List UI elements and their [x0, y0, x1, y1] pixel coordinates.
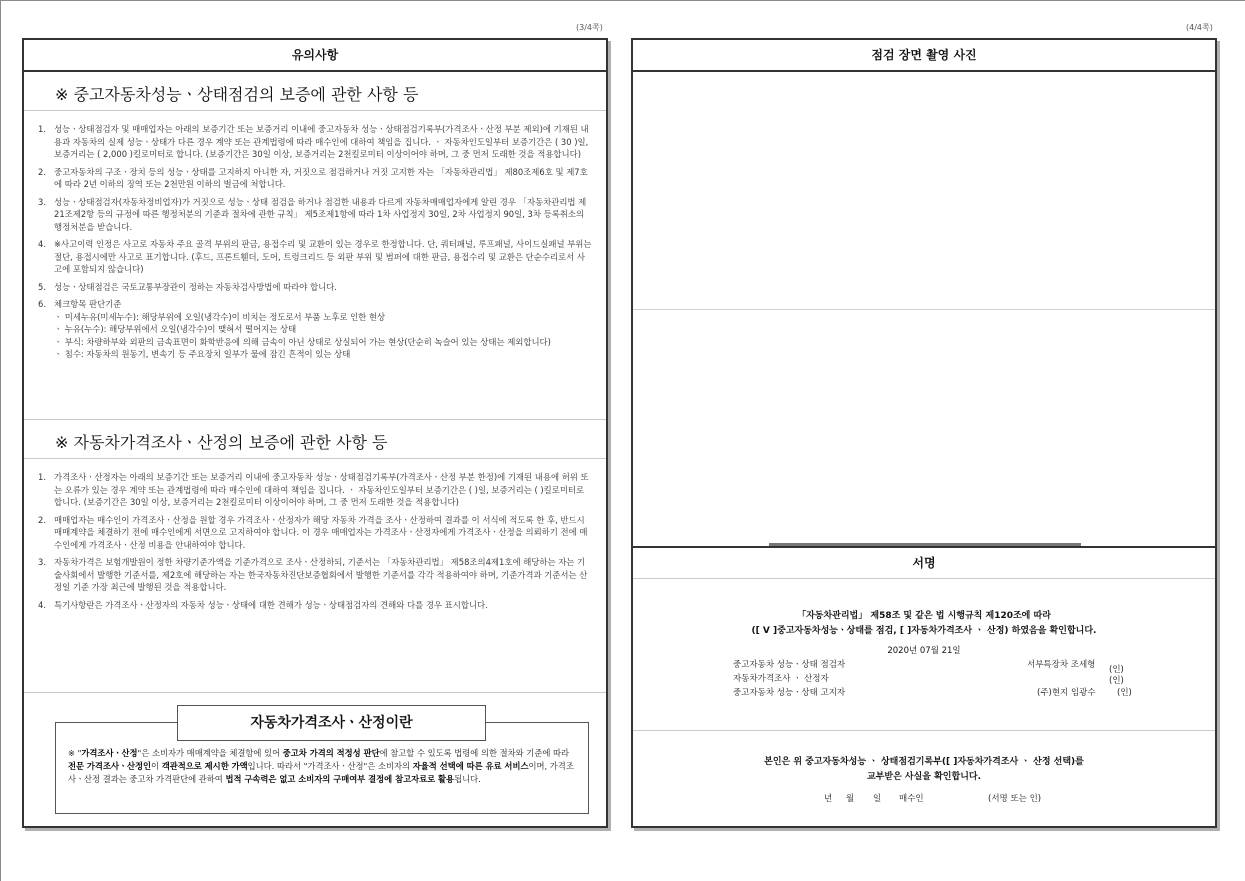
item-text: 가격조사ㆍ산정자는 아래의 보증기간 또는 보증거리 이내에 중고자동차 성능ㆍ상태점검기록부(가격조사ㆍ산정 부분 한정)에 기재된 내용에 허위 또는 오류가 있는 경우 계약 또는 관계법령에 따라 매수인에 대하여 책임을 집니다. ㆍ 자동차인도일부터 보증기간은 ( )일, 보증거리는 ( )킬로미터로 합니다. (보증기간은 30일 이상, 보증거리는 2천킬로미터 이상이어야 하며, 그 중 먼저 도래한 것을 적용합니다) — [54, 472, 589, 507]
section1-item-2 — [24, 166, 606, 191]
item-text: 매매업자는 매수인이 가격조사ㆍ산정을 원할 경우 가격조사ㆍ산정자가 해당 자동차 가격을 조사ㆍ산정하여 결과를 이 서식에 적도록 한 후, 반드시 매매계약을 체결하기 전에 매수인에게 서면으로 고지하여야 합니다. 이 경우 매매업자는 가격조사ㆍ산정자에게 가격조사ㆍ산정을 의뢰하기 전에 매수인에게 가격조사ㆍ산정 비용을 안내하여야 합니다. — [54, 514, 588, 550]
section2-item-4 — [24, 599, 606, 612]
note-emphasis: 자율적 선택에 따른 유료 서비스 — [412, 761, 529, 771]
price-info-note — [68, 747, 578, 786]
section1-item-1 — [24, 123, 606, 161]
note-emphasis: 전문 가격조사ㆍ산정인 — [68, 761, 152, 771]
criteria-list — [54, 311, 592, 361]
item-number: 1. — [38, 124, 46, 134]
signer-name-3: (주)현지 임광수 — [1037, 688, 1096, 698]
criteria-item: ㆍ 부식: 차량하부와 외판의 금속표면이 화학반응에 의해 금속이 아닌 상태로 상실되어 가는 현상(단순히 녹슬어 있는 상태는 제외합니다) — [54, 336, 551, 347]
section-divider — [24, 692, 606, 693]
note-text: 에 참고할 수 있도록 법령에 의한 절차와 기준에 따라 — [379, 748, 570, 758]
note-emphasis: 가격조사ㆍ산정 — [81, 748, 138, 758]
note-text: ※ " — [68, 748, 82, 758]
item-number: 2. — [38, 514, 46, 525]
signer-seal-1: (인) — [1109, 665, 1124, 675]
receipt-divider — [633, 730, 1215, 731]
criteria-item: ㆍ 침수: 자동차의 원동기, 변속기 등 주요장치 일부가 물에 잠긴 흔적이 있는 상태 — [54, 349, 351, 359]
receipt-line2: 교부받은 사실을 확인합니다. — [866, 772, 981, 782]
item-number: 2. — [38, 166, 46, 177]
section1-title: ※ 중고자동차성능ㆍ상태점검의 보증에 관한 사항 등 — [24, 72, 606, 111]
photo-divider — [633, 309, 1215, 310]
receipt-line1: 본인은 위 중고자동차성능 ㆍ 상태점검기록부([ ]자동차가격조사 ㆍ 산정 선택)를 — [764, 757, 1084, 767]
receipt-year: 년 — [824, 794, 833, 804]
signer-role-3: 중고자동차 성능ㆍ상태 고지자 — [733, 688, 846, 698]
section1-item-5 — [24, 281, 606, 294]
section1-item-6 — [24, 298, 606, 361]
section2-item-1 — [24, 471, 606, 509]
photo-area — [633, 72, 1215, 546]
right-page — [631, 38, 1217, 828]
sign-header: 서명 — [633, 548, 1215, 579]
statement-line1: 「자동차관리법」 제58조 및 같은 법 시행규칙 제120조에 따라 — [797, 611, 1051, 621]
item-text: 자동차가격은 보험개발원이 정한 차량기준가액을 기준가격으로 조사ㆍ산정하되, 기준서는 「자동차관리법」 제58조의4제1호에 해당하는 자는 기술사회에서 발행한 기준서를, 제2호에 해당하는 자는 한국자동차진단보증협회에서 발행한 기준서를 각각 적용하여야 하며, 기준가격과 기준서는 산정일 기준 가장 최근에 발행된 것을 적용합니다. — [54, 557, 588, 592]
note-emphasis: 중고차 가격의 적정성 판단 — [282, 748, 380, 758]
right-page-number: (4/4쪽) — [1186, 23, 1213, 32]
item-text: 체크항목 판단기준 — [54, 299, 122, 309]
note-emphasis: 객관적으로 제시한 가액 — [161, 761, 248, 771]
section1-item-4 — [24, 238, 606, 276]
receipt-day: 일 — [873, 794, 882, 804]
signer-seal-2: (인) — [1109, 676, 1124, 686]
signer-seal-3: (인) — [1117, 688, 1132, 698]
note-text: 이며, 가격조사ㆍ산정 결과는 중고차 가격판단에 관하여 — [68, 761, 574, 784]
sign-date: 2020년 07월 21일 — [887, 646, 961, 656]
receipt-month: 월 — [846, 794, 855, 804]
criteria-item: ㆍ 미세누유(미세누수): 해당부위에 오일(냉각수)이 비치는 정도로서 부품 노후로 인한 현상 — [54, 311, 386, 322]
statement-line2: ([ V ]중고자동차성능ㆍ상태를 점검, [ ]자동차가격조사 ㆍ 산정) 하였음을 확인합니다. — [751, 626, 1097, 636]
window-left-edge — [0, 0, 1, 881]
price-info-title: 자동차가격조사ㆍ산정이란 — [177, 705, 486, 741]
criteria-item: ㆍ 누유(누수): 해당부위에서 오일(냉각수)이 맺혀서 떨어지는 상태 — [54, 324, 297, 334]
section2-title: ※ 자동차가격조사ㆍ산정의 보증에 관한 사항 등 — [24, 419, 606, 459]
item-text: 특기사항란은 가격조사ㆍ산정자의 자동차 성능ㆍ상태에 대한 견해가 성능ㆍ상태점검자의 견해와 다를 경우 표시합니다. — [54, 599, 488, 610]
notes-header: 유의사항 — [24, 40, 606, 72]
item-text: 성능ㆍ상태점검자(자동차정비업자)가 거짓으로 성능ㆍ상태 점검을 하거나 점검한 내용과 다르게 자동차매매업자에게 알린 경우 「자동차관리법 제21조제2항 등의 규정에 따른 행정처분의 기준과 절차에 관한 규칙」 제5조제1항에 따라 1차 사업정지 30일, 2차 사업정지 90일, 3차 등록취소의 행정처분을 받습니다. — [54, 196, 587, 232]
item-text: 중고자동차의 구조ㆍ장치 등의 성능ㆍ상태를 고지하지 아니한 자, 거짓으로 점검하거나 거짓 고지한 자는 「자동차관리법」 제80조제6호 및 제7호에 따라 2년 이하의 징역 또는 2천만원 이하의 벌금에 처합니다. — [54, 166, 588, 189]
section1-item-3 — [24, 196, 606, 234]
section2-list — [24, 459, 606, 611]
photo-bottom-bar — [769, 543, 1081, 546]
receipt-buyer: 매수인 — [899, 794, 924, 804]
signer-role-1: 중고자동차 성능ㆍ상태 점검자 — [733, 660, 846, 670]
item-number: 3. — [38, 557, 46, 567]
item-text: 성능ㆍ상태점검은 국토교통부장관이 정하는 자동차검사방법에 따라야 합니다. — [54, 281, 337, 292]
item-text: 성능ㆍ상태점검자 및 매매업자는 아래의 보증기간 또는 보증거리 이내에 중고자동차 성능ㆍ상태점검기록부(가격조사ㆍ산정 부분 제외)에 기재된 내용과 자동차의 실제 성능ㆍ상태가 다른 경우 계약 또는 관계법령에 따라 매수인에 대하여 책임을 집니다. ㆍ 자동차인도일부터 보증기간은 ( 30 )일, 보증거리는 ( 2,000 )킬로미터로 합니다. (보증기간은 30일 이상, 보증거리는 2천킬로미터 이상이어야 하며, 그 중 먼저 도래한 것을 적용합니다) — [54, 124, 589, 159]
section1-list — [24, 111, 606, 419]
item-number: 4. — [38, 239, 46, 249]
item-number: 3. — [38, 196, 46, 207]
note-text: 입니다. 따라서 "가격조사ㆍ산정"은 소비자의 — [247, 761, 413, 771]
note-text: 됩니다. — [454, 774, 481, 784]
note-text: "은 소비자가 매매계약을 체결함에 있어 — [137, 748, 283, 758]
note-emphasis: 법적 구속력은 없고 소비자의 구매여부 결정에 참고자료로 활용 — [225, 774, 455, 784]
signer-role-2: 자동차가격조사 ㆍ 산정자 — [733, 674, 829, 684]
item-number: 4. — [38, 599, 46, 610]
item-number: 1. — [38, 472, 46, 482]
note-text: 이 — [151, 761, 162, 771]
item-number: 6. — [38, 299, 46, 309]
receipt-sign-placeholder: (서명 또는 인) — [988, 794, 1042, 804]
left-page-number: (3/4쪽) — [576, 23, 603, 32]
window-top-edge — [0, 0, 1245, 1]
item-text: ※사고이력 인정은 사고로 자동차 주요 골격 부위의 판금, 용접수리 및 교환이 있는 경우로 한정합니다. 단, 쿼터패널, 루프패널, 사이드실패널 부위는 절단, 용접시에만 사고로 표기합니다. (후드, 프론트휀더, 도어, 트렁크리드 등 외판 부위 및 범퍼에 대한 판금, 용접수리 및 교환은 단순수리로서 사고에 포함되지 않습니다) — [54, 239, 592, 274]
item-number: 5. — [38, 281, 46, 292]
photo-header: 점검 장면 촬영 사진 — [633, 40, 1215, 72]
left-page — [22, 38, 608, 828]
section2-item-2 — [24, 514, 606, 552]
section2-item-3 — [24, 556, 606, 594]
signer-name-1: 서부특장차 조세형 — [1027, 660, 1096, 670]
